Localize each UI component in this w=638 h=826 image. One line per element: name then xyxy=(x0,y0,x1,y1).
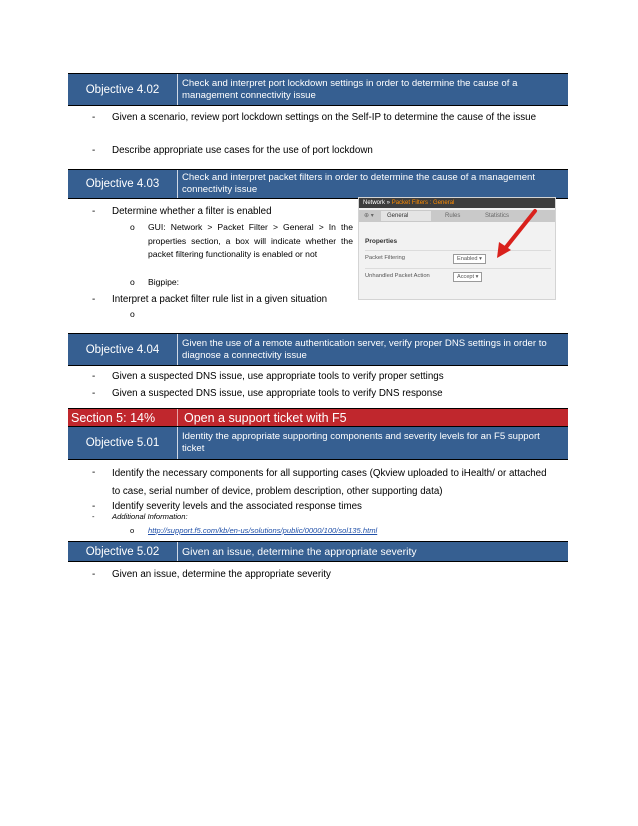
tab-statistics: Statistics xyxy=(485,213,510,219)
section-5-header xyxy=(68,408,568,426)
properties-heading: Properties xyxy=(365,238,398,245)
packet-filtering-select: Enabled ▾ xyxy=(453,254,486,264)
list-item: - Identify severity levels and the associated response times xyxy=(92,501,362,512)
objective-title: Given an issue, determine the appropriate severity xyxy=(182,545,417,558)
list-item: - Given an issue, determine the appropriate severity xyxy=(92,569,331,580)
packet-filter-screenshot xyxy=(358,197,556,300)
screenshot-breadcrumb: Network » Packet Filters : General xyxy=(359,198,555,208)
list-item: - Describe appropriate use cases for the use of port lockdown xyxy=(92,145,373,156)
unhandled-action-select: Accept ▾ xyxy=(453,272,482,282)
objective-code: Objective 5.01 xyxy=(68,427,178,459)
sub-list-item: o GUI: Network > Packet Filter > General > In the properties section, a box will indicate whether the packet filtering functionality is enabled or not xyxy=(130,222,353,259)
objective-title: Given the use of a remote authentication server, verify proper DNS settings in order to diagnose a connectivity issue xyxy=(182,337,547,361)
section-code: Section 5: 14% xyxy=(68,409,178,426)
list-item: - Additional Information: xyxy=(92,512,188,521)
list-item: - Interpret a packet filter rule list in a given situation xyxy=(92,294,328,305)
list-item: - Given a suspected DNS issue, use appropriate tools to verify DNS response xyxy=(92,388,443,399)
objective-code: Objective 5.02 xyxy=(68,542,178,561)
sub-list-item: o xyxy=(130,309,135,319)
objective-title: Check and interpret packet filters in order to determine the cause of a management connectivity issue xyxy=(182,172,536,195)
list-item: - Determine whether a filter is enabled xyxy=(92,206,272,217)
red-arrow-icon xyxy=(489,208,547,258)
objective-4-02-header xyxy=(68,73,568,106)
unhandled-action-row: Unhandled Packet Action Accept ▾ xyxy=(365,268,551,284)
tab-rules: Rules xyxy=(445,213,461,219)
objective-code: Objective 4.02 xyxy=(68,74,178,105)
list-item: - Identify the necessary components for all supporting cases (Qkview uploaded to iHealth/ or attached to case, serial number of device, problem description, other supporting data) xyxy=(92,467,547,497)
list-item: - Given a scenario, review port lockdown settings on the Self-IP to determine the cause of the issue xyxy=(92,112,537,123)
objective-5-02-header xyxy=(68,541,568,562)
objective-code: Objective 4.03 xyxy=(68,170,178,198)
objective-title: Identity the appropriate supporting components and severity levels for an F5 support ticket xyxy=(182,431,540,454)
list-item: - Given a suspected DNS issue, use appropriate tools to verify proper settings xyxy=(92,371,444,382)
packet-filtering-row: Packet Filtering Enabled ▾ xyxy=(365,250,551,266)
sub-list-item: o Bigpipe: xyxy=(130,277,180,287)
objective-code: Objective 4.04 xyxy=(68,334,178,365)
sub-list-item: o http://support.f5.com/kb/en-us/solutions/public/0000/100/sol135.html xyxy=(130,526,378,535)
tab-general: General xyxy=(381,211,431,221)
section-title: Open a support ticket with F5 xyxy=(184,410,347,425)
home-tab: ⊕ ▾ xyxy=(364,213,374,219)
objective-4-04-header xyxy=(68,333,568,366)
objective-4-03-header xyxy=(68,169,568,199)
objective-5-01-header xyxy=(68,426,568,460)
objective-title: Check and interpret port lockdown settings in order to determine the cause of a management connectivity issue xyxy=(182,77,518,101)
support-link[interactable]: http://support.f5.com/kb/en-us/solutions/public/0000/100/sol135.html xyxy=(148,526,378,535)
